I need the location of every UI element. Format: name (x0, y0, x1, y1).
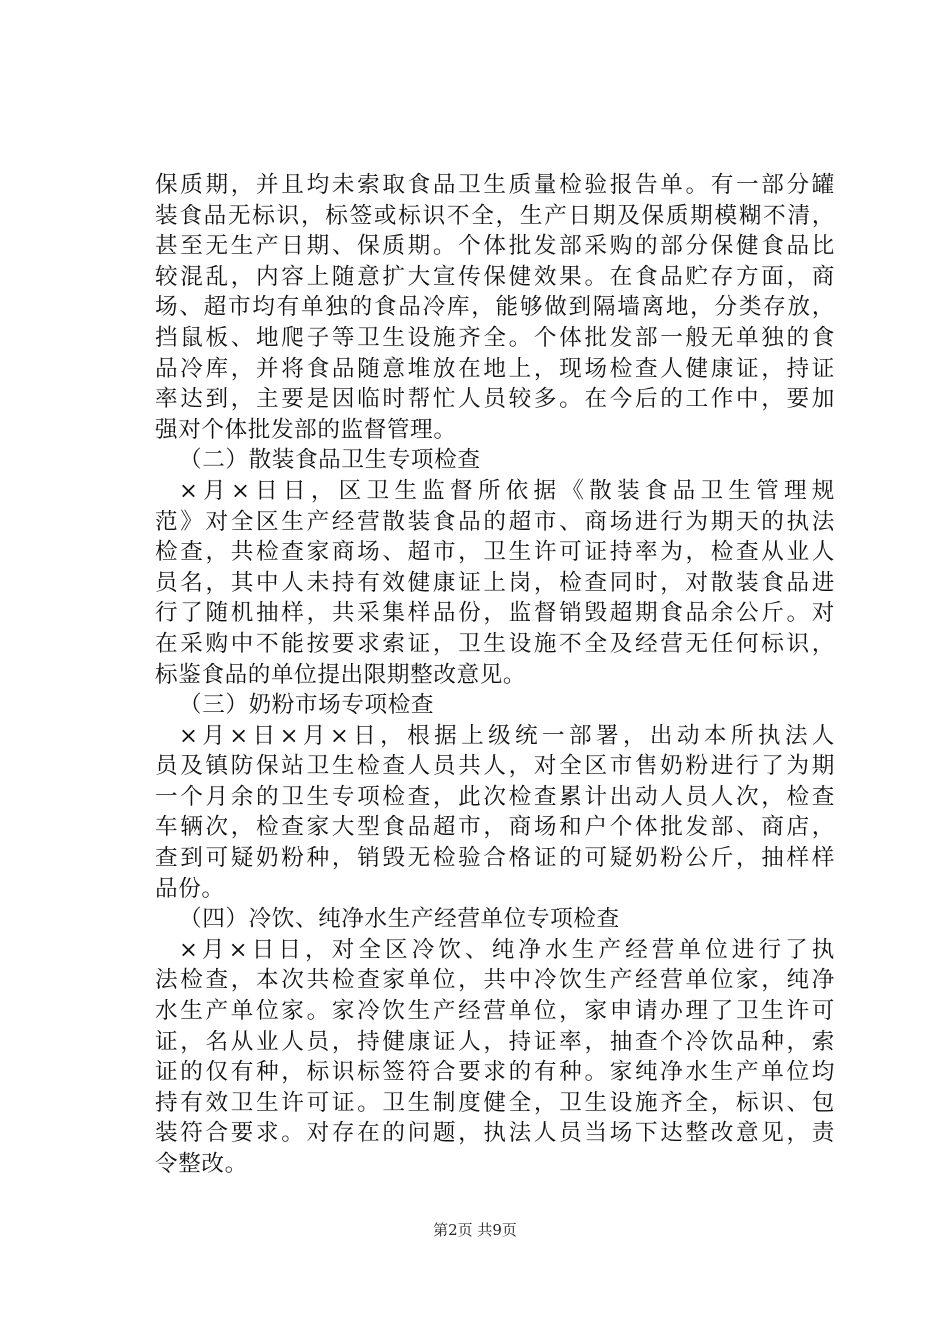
text-line: （四）冷饮、纯净水生产经营单位专项检查 (179, 906, 620, 933)
text-line: 挡鼠板、地爬子等卫生设施齐全。个体批发部一般无单独的食 (155, 324, 835, 351)
text-line: 场、超市均有单独的食品冷库，能够做到隔墙离地，分类存放， (155, 294, 835, 321)
text-line: 品冷库，并将食品随意堆放在地上，现场检查人健康证，持证 (155, 355, 835, 382)
text-line: 员名，其中人未持有效健康证上岗，检查同时，对散装食品进 (155, 569, 835, 596)
section-heading (155, 445, 835, 476)
document-body (155, 170, 835, 1180)
text-line: 员及镇防保站卫生检查人员共人，对全区市售奶粉进行了为期 (155, 753, 835, 780)
text-line: 较混乱，内容上随意扩大宣传保健效果。在食品贮存方面，商 (155, 263, 835, 290)
text-line: 法检查，本次共检查家单位，共中冷饮生产经营单位家，纯净 (155, 967, 835, 994)
text-line: 证，名从业人员，持健康证人，持证率，抽查个冷饮品种，索 (155, 1028, 835, 1055)
text-line: ×月×日日，对全区冷饮、纯净水生产经营单位进行了执 (179, 936, 835, 963)
text-line: （二）散装食品卫生专项检查 (179, 447, 481, 474)
text-line: 范》对全区生产经营散装食品的超市、商场进行为期天的执法 (155, 508, 835, 535)
text-line: ×月×日日，区卫生监督所依据《散装食品卫生管理规 (179, 477, 835, 504)
text-line: 持有效卫生许可证。卫生制度健全，卫生设施齐全，标识、包 (155, 1089, 835, 1116)
body-paragraph (155, 170, 835, 445)
text-line: 行了随机抽样，共采集样品份，监督销毁超期食品余公斤。对 (155, 600, 835, 627)
text-line: 品份。 (155, 875, 225, 902)
text-line: 令整改。 (155, 1151, 248, 1177)
text-line: （三）奶粉市场专项检查 (179, 692, 435, 719)
text-line: 标鉴食品的单位提出限期整改意见。 (155, 661, 527, 688)
body-paragraph (155, 721, 835, 905)
body-paragraph (155, 476, 835, 690)
page-number-footer: 第2页 共9页 (433, 1221, 517, 1239)
text-line: 车辆次，检查家大型食品超市，商场和户个体批发部、商店， (155, 814, 835, 841)
text-line: 查到可疑奶粉种，销毁无检验合格证的可疑奶粉公斤，抽样样 (155, 845, 835, 872)
text-line: 强对个体批发部的监督管理。 (155, 416, 457, 443)
text-line: 装符合要求。对存在的问题，执法人员当场下达整改意见，责 (155, 1120, 835, 1147)
text-line: 甚至无生产日期、保质期。个体批发部采购的部分保健食品比 (155, 233, 835, 260)
text-line: ×月×日×月×日，根据上级统一部署，出动本所执法人 (179, 722, 835, 749)
text-line: 在采购中不能按要求索证，卫生设施不全及经营无任何标识， (155, 630, 835, 657)
text-line: 一个月余的卫生专项检查，此次检查累计出动人员人次，检查 (155, 783, 835, 810)
text-line: 检查，共检查家商场、超市，卫生许可证持率为，检查从业人 (155, 539, 835, 566)
text-line: 率达到，主要是因临时帮忙人员较多。在今后的工作中，要加 (155, 386, 835, 413)
text-line: 水生产单位家。家冷饮生产经营单位，家申请办理了卫生许可 (155, 998, 835, 1025)
text-line: 装食品无标识，标签或标识不全，生产日期及保质期模糊不清， (155, 202, 835, 229)
body-paragraph (155, 935, 835, 1180)
text-line: 保质期，并且均未索取食品卫生质量检验报告单。有一部分罐 (155, 172, 835, 198)
text-line: 证的仅有种，标识标签符合要求的有种。家纯净水生产单位均 (155, 1059, 835, 1086)
section-heading (155, 690, 835, 721)
section-heading (155, 904, 835, 935)
